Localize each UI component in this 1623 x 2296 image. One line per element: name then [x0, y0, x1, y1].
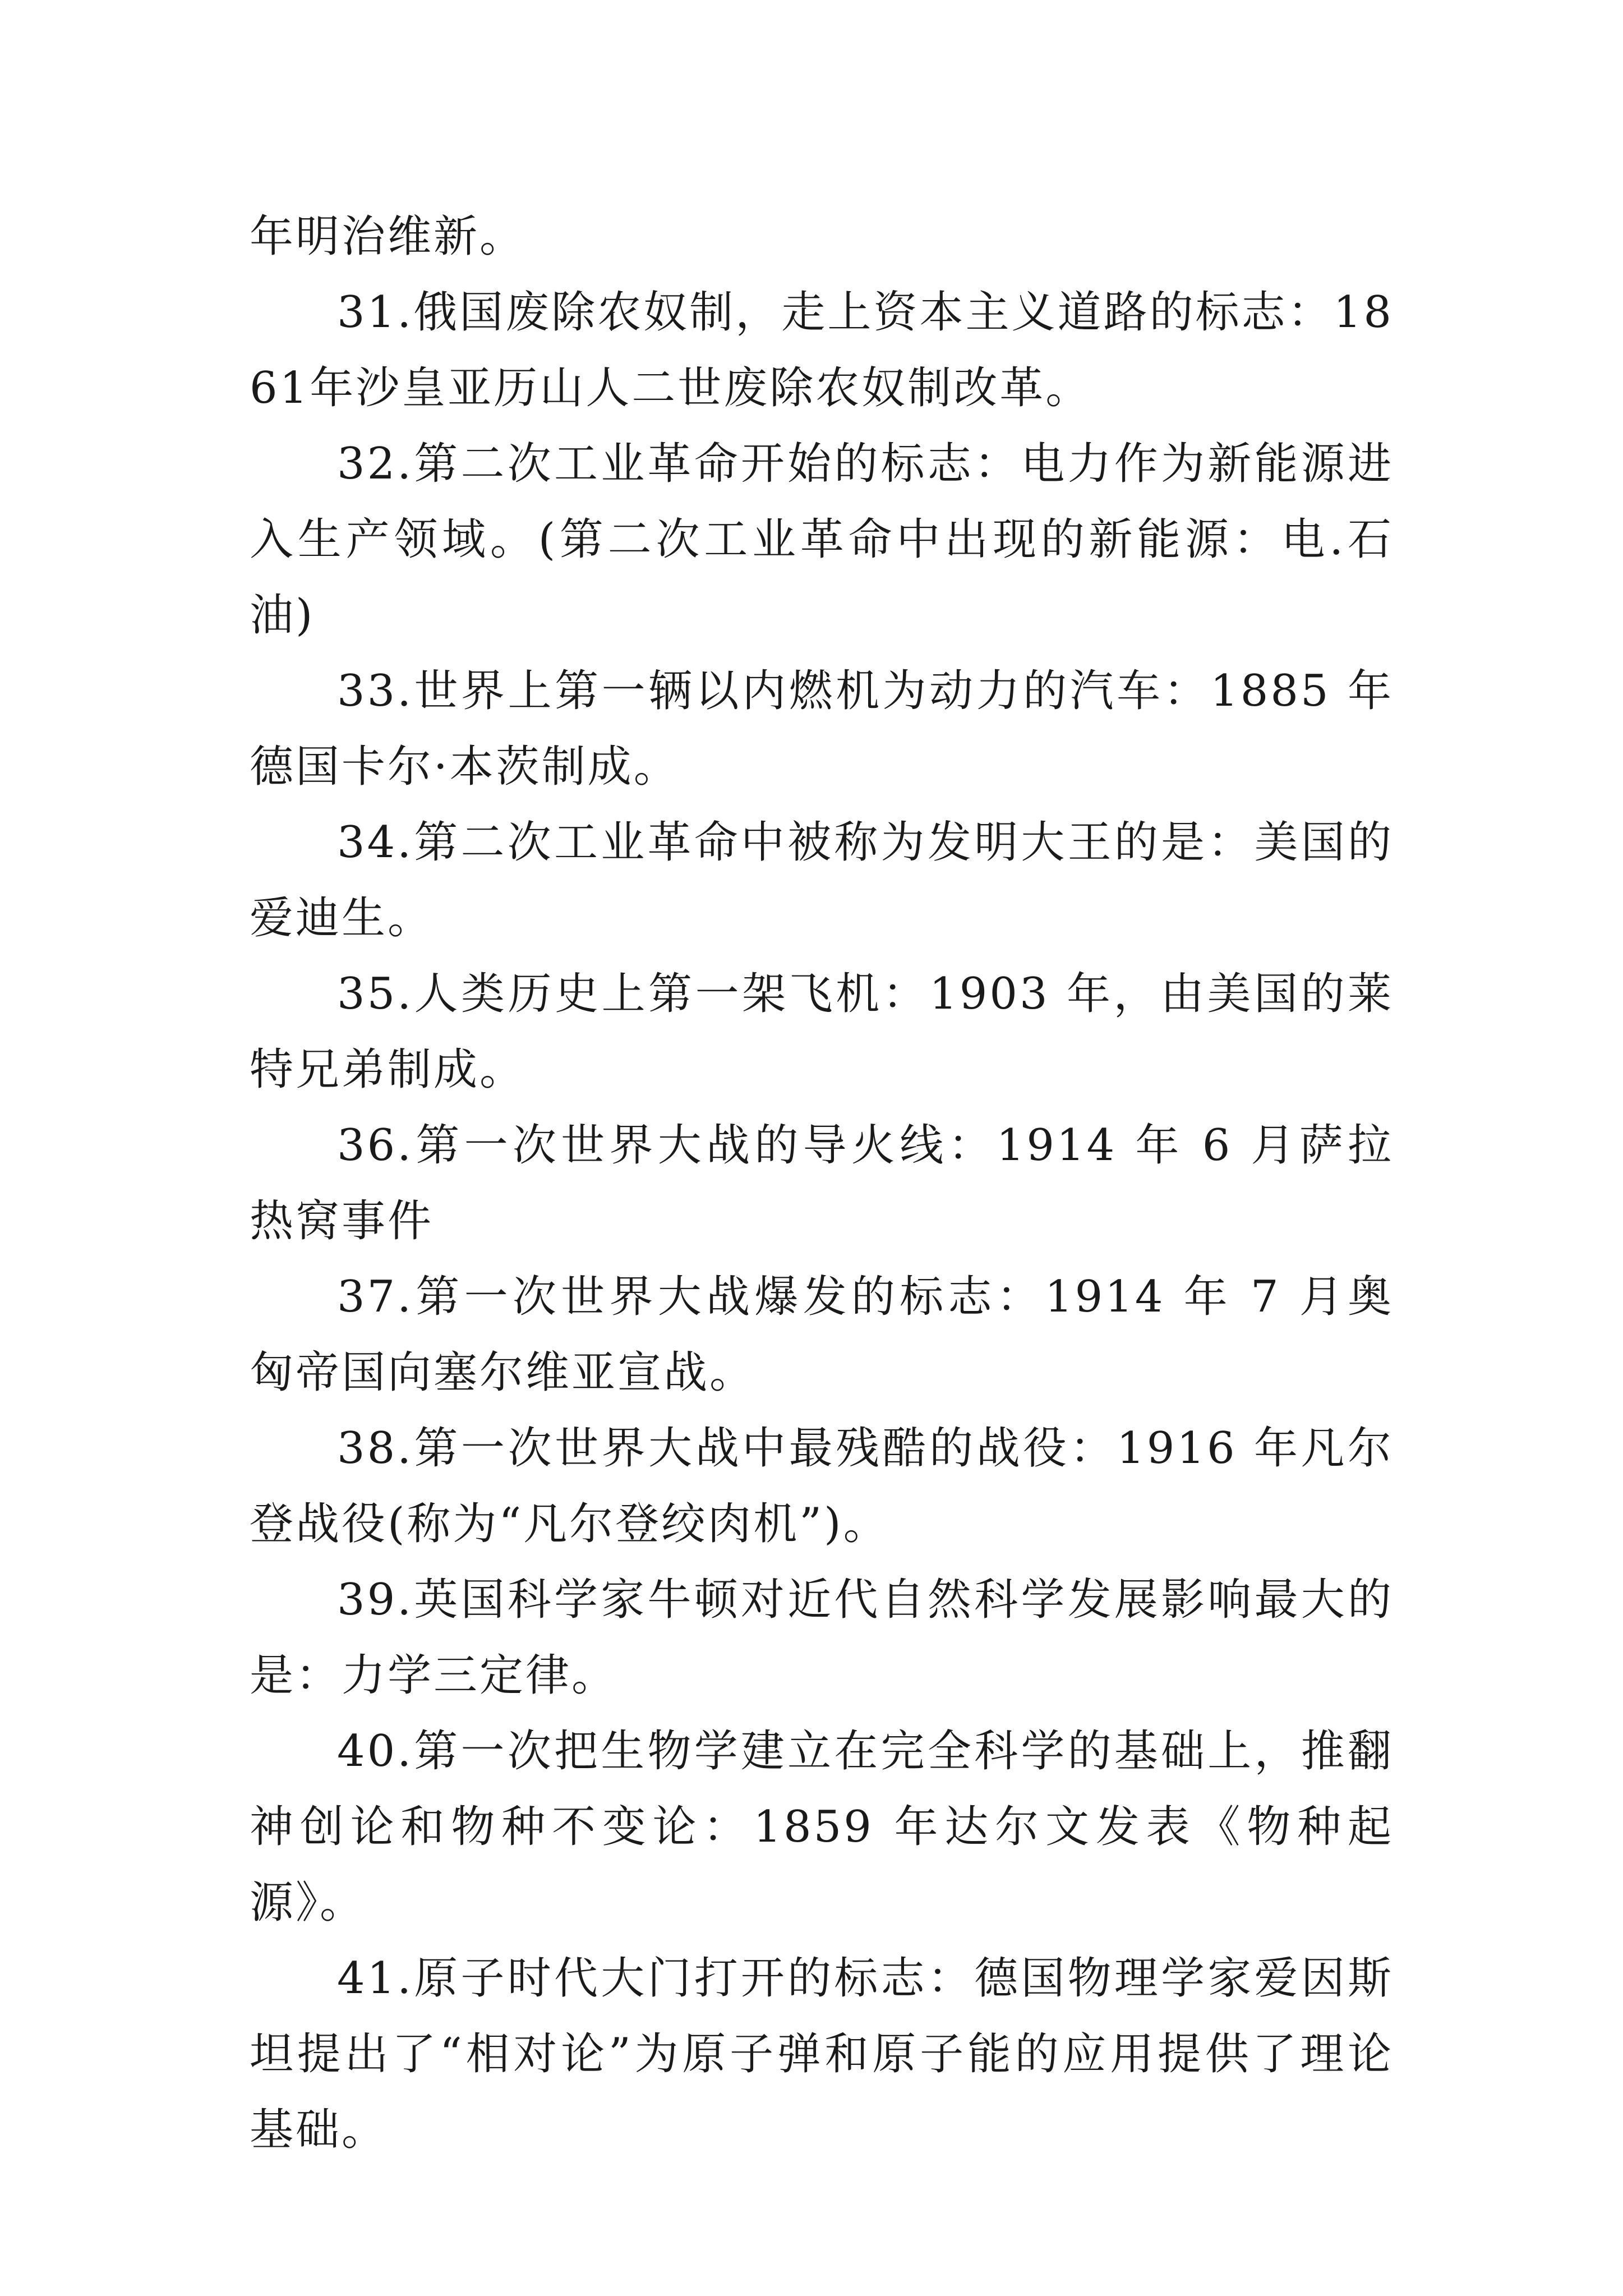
paragraph-item-33: 33.世界上第一辆以内燃机为动力的汽车：1885 年德国卡尔·本茨制成。: [250, 666, 1394, 792]
paragraph-item-40: 40.第一次把生物学建立在完全科学的基础上，推翻神创论和物种不变论：1859 年达尔文发表《物种起源》。: [250, 1726, 1394, 1928]
document-body: [250, 199, 1394, 2168]
paragraph-item-34: 34.第二次工业革命中被称为发明大王的是：美国的爱迪生。: [250, 817, 1394, 944]
paragraph-item-35: 35.人类历史上第一架飞机：1903 年，由美国的莱特兄弟制成。: [250, 969, 1394, 1095]
paragraph-item-41: 41.原子时代大门打开的标志：德国物理学家爱因斯坦提出了“相对论”为原子弹和原子能的应用提供了理论基础。: [250, 1953, 1394, 2155]
paragraph-item-39: 39.英国科学家牛顿对近代自然科学发展影响最大的是：力学三定律。: [250, 1575, 1394, 1701]
paragraph-item-37: 37.第一次世界大战爆发的标志：1914 年 7 月奥匈帝国向塞尔维亚宣战。: [250, 1272, 1394, 1398]
paragraph-item-31: 31.俄国废除农奴制，走上资本主义道路的标志：1861年沙皇亚历山人二世废除农奴制改革。: [250, 287, 1394, 413]
paragraph-item-38: 38.第一次世界大战中最残酷的战役：1916 年凡尔登战役(称为“凡尔登绞肉机”)。: [250, 1423, 1394, 1549]
paragraph-item-32: 32.第二次工业革命开始的标志：电力作为新能源进入生产领域。(第二次工业革命中出现的新能源：电.石油): [250, 439, 1394, 641]
paragraph-continuation: 年明治维新。: [250, 211, 526, 262]
paragraph-item-36: 36.第一次世界大战的导火线：1914 年 6 月萨拉热窝事件: [250, 1120, 1394, 1246]
